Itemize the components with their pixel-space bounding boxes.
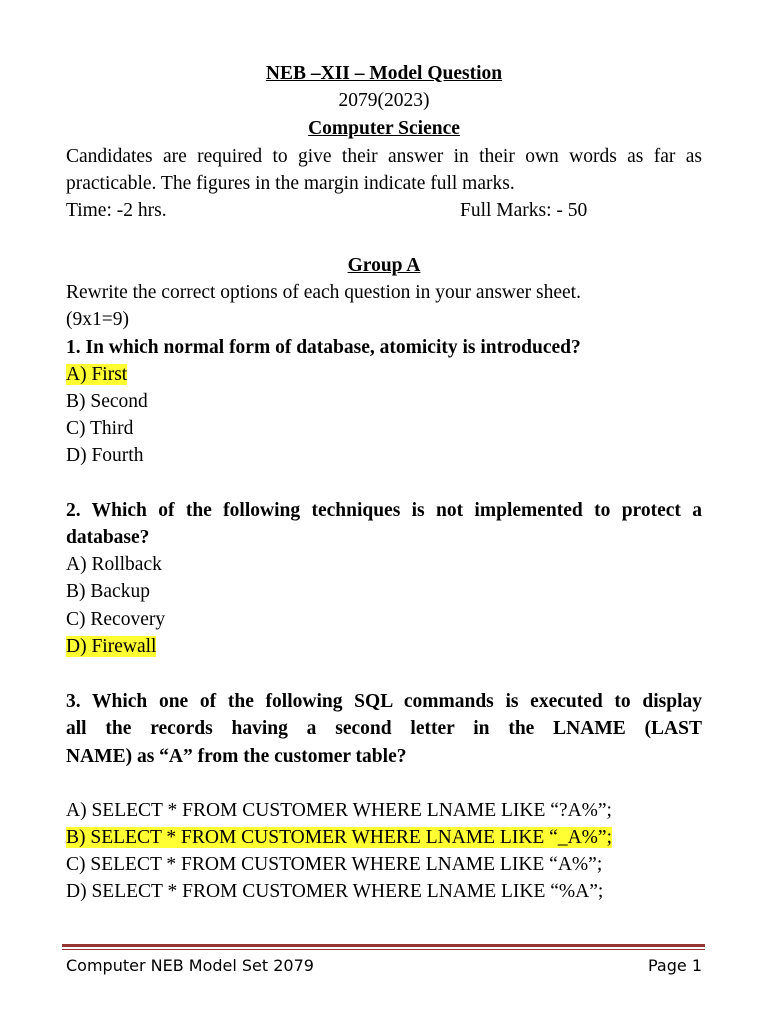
question-3-line-1: 3. Which one of the following SQL commands is executed to display	[66, 691, 702, 712]
q2-option-c: C) Recovery	[66, 609, 166, 630]
q3-option-d: D) SELECT * FROM CUSTOMER WHERE LNAME LIKE “%A”;	[66, 881, 604, 902]
group-instruction: Rewrite the correct options of each question in your answer sheet.	[66, 282, 581, 303]
exam-year: 2079(2023)	[338, 90, 430, 111]
q3-option-a: A) SELECT * FROM CUSTOMER WHERE LNAME LIKE “?A%”;	[66, 800, 612, 821]
q1-option-a	[66, 363, 702, 387]
document-title: NEB –XII – Model Question	[265, 63, 503, 84]
footer-rule-thin	[62, 949, 705, 950]
question-2-line-1: 2. Which of the following techniques is not implemented to protect a	[66, 500, 702, 521]
question-2-line-2: database?	[66, 527, 150, 548]
question-1: 1. In which normal form of database, atomicity is introduced?	[66, 337, 581, 358]
group-heading: Group A	[347, 255, 421, 276]
subject-title: Computer Science	[308, 118, 460, 139]
question-3-line-2: all the records having a second letter in the LNAME (LAST	[66, 718, 702, 739]
q3-option-b	[66, 826, 702, 850]
question-3-line-3: NAME) as “A” from the customer table?	[66, 746, 407, 767]
instructions-line-2: practicable. The figures in the margin indicate full marks.	[66, 173, 515, 194]
q1-option-c: C) Third	[66, 418, 134, 439]
footer-document-name: Computer NEB Model Set 2079	[66, 956, 314, 975]
q1-option-b: B) Second	[66, 391, 148, 412]
q2-option-a: A) Rollback	[66, 554, 162, 575]
footer-rule	[62, 944, 705, 947]
q1-option-d: D) Fourth	[66, 445, 144, 466]
footer-page-number: Page 1	[648, 956, 702, 975]
q3-option-c: C) SELECT * FROM CUSTOMER WHERE LNAME LIKE “A%”;	[66, 854, 603, 875]
instructions-line-1: Candidates are required to give their answer in their own words as far as	[66, 146, 702, 167]
q2-option-b: B) Backup	[66, 581, 150, 602]
highlighted-answer: B) SELECT * FROM CUSTOMER WHERE LNAME LIKE “_A%”;	[66, 827, 612, 848]
full-marks-label: Full Marks: - 50	[460, 200, 588, 221]
q2-option-d	[66, 635, 702, 659]
group-marks: (9x1=9)	[66, 309, 129, 330]
highlighted-answer: D) Firewall	[66, 636, 157, 657]
highlighted-answer: A) First	[66, 364, 128, 385]
time-label: Time: -2 hrs.	[66, 200, 167, 221]
